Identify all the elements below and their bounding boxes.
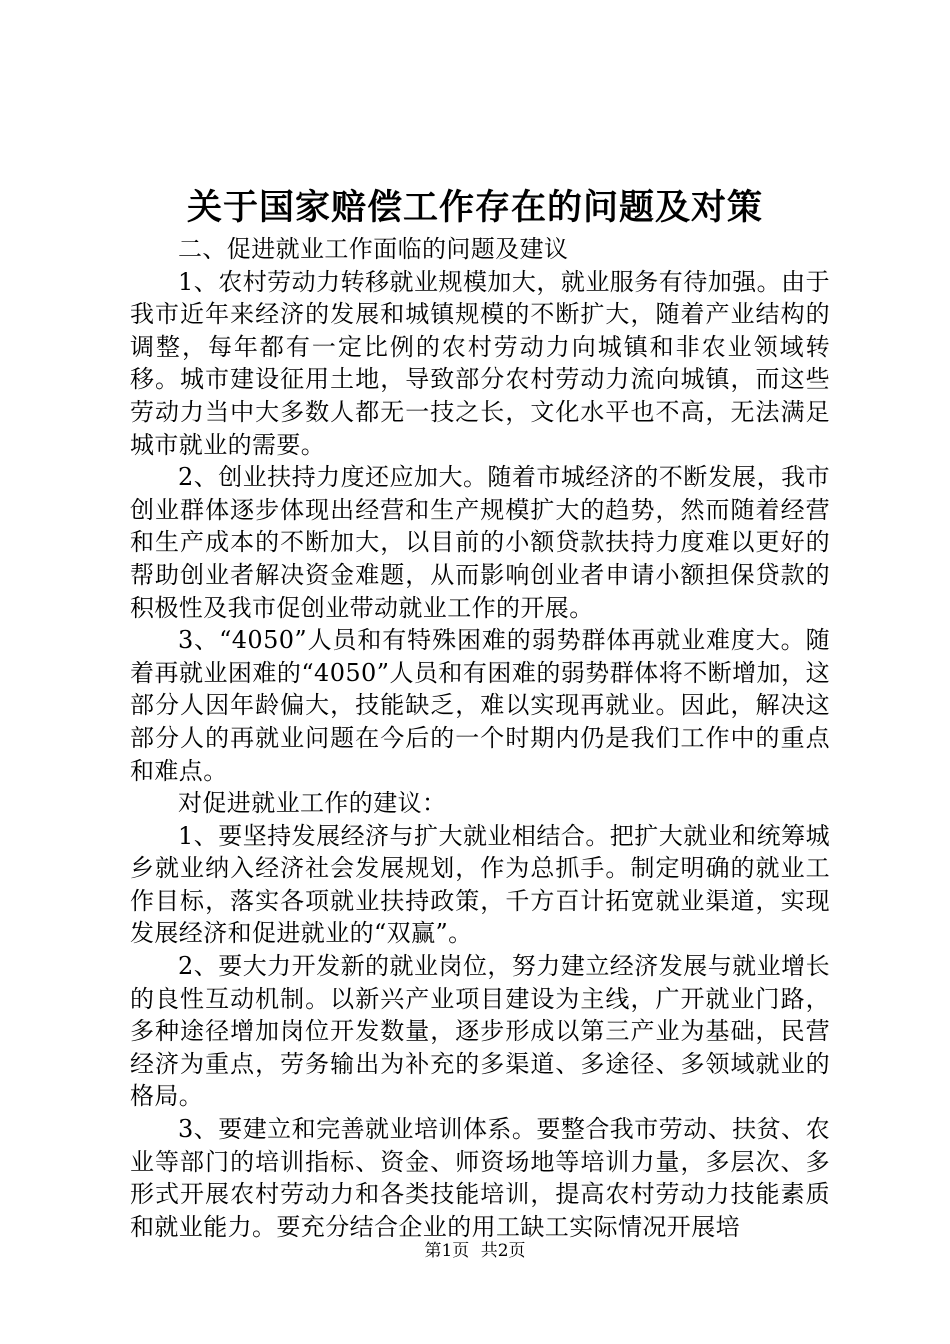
section-heading: 二、促进就业工作面临的问题及建议: [178, 235, 569, 263]
document-title: 关于国家赔偿工作存在的问题及对策: [186, 187, 763, 228]
paragraph-suggestion-3: 3、要建立和完善就业培训体系。要整合我市劳动、扶贫、农业等部门的培训指标、资金、师资场地等培训力量，多层次、多形式开展农村劳动力和各类技能培训，提高农村劳动力技能素质和就业能力。要充分结合企业的用工缺工实际情况开展培: [130, 1115, 830, 1241]
paragraph-suggestion-1: 1、要坚持发展经济与扩大就业相结合。把扩大就业和统筹城乡就业纳入经济社会发展规划，作为总抓手。制定明确的就业工作目标，落实各项就业扶持政策，千方百计拓宽就业渠道，实现发展经济和促进就业的“双赢”。: [130, 821, 830, 948]
paragraph-problem-2: 2、创业扶持力度还应加大。随着市城经济的不断发展，我市创业群体逐步体现出经营和生产规模扩大的趋势，然而随着经营和生产成本的不断加大，以目前的小额贷款扶持力度难以更好的帮助创业者解决资金难题，从而影响创业者申请小额担保贷款的积极性及我市促创业带动就业工作的开展。: [130, 463, 830, 622]
document-body: [130, 233, 830, 1243]
page-total: 共2页: [480, 1241, 526, 1261]
page-footer: [0, 1239, 950, 1263]
paragraph-suggestion-2: 2、要大力开发新的就业岗位，努力建立经济发展与就业增长的良性互动机制。以新兴产业项目建设为主线，广开就业门路，多种途径增加岗位开发数量，逐步形成以第三产业为基础，民营经济为重点，劳务输出为补充的多渠道、多途径、多领域就业的格局。: [130, 952, 830, 1111]
paragraph-problem-3: 3、“4050”人员和有特殊困难的弱势群体再就业难度大。随着再就业困难的“4050”人员和有困难的弱势群体将不断增加，这部分人因年龄偏大，技能缺乏，难以实现再就业。因此，解决这部分人的再就业问题在今后的一个时期内仍是我们工作中的重点和难点。: [130, 626, 830, 785]
paragraph-problem-1: 1、农村劳动力转移就业规模加大，就业服务有待加强。由于我市近年来经济的发展和城镇规模的不断扩大，随着产业结构的调整，每年都有一定比例的农村劳动力向城镇和非农业领域转移。城市建设征用土地，导致部分农村劳动力流向城镇，而这些劳动力当中大多数人都无一技之长，文化水平也不高，无法满足城市就业的需要。: [130, 267, 830, 459]
suggestions-heading: 对促进就业工作的建议：: [178, 789, 447, 818]
page-number: 第1页: [424, 1241, 470, 1261]
